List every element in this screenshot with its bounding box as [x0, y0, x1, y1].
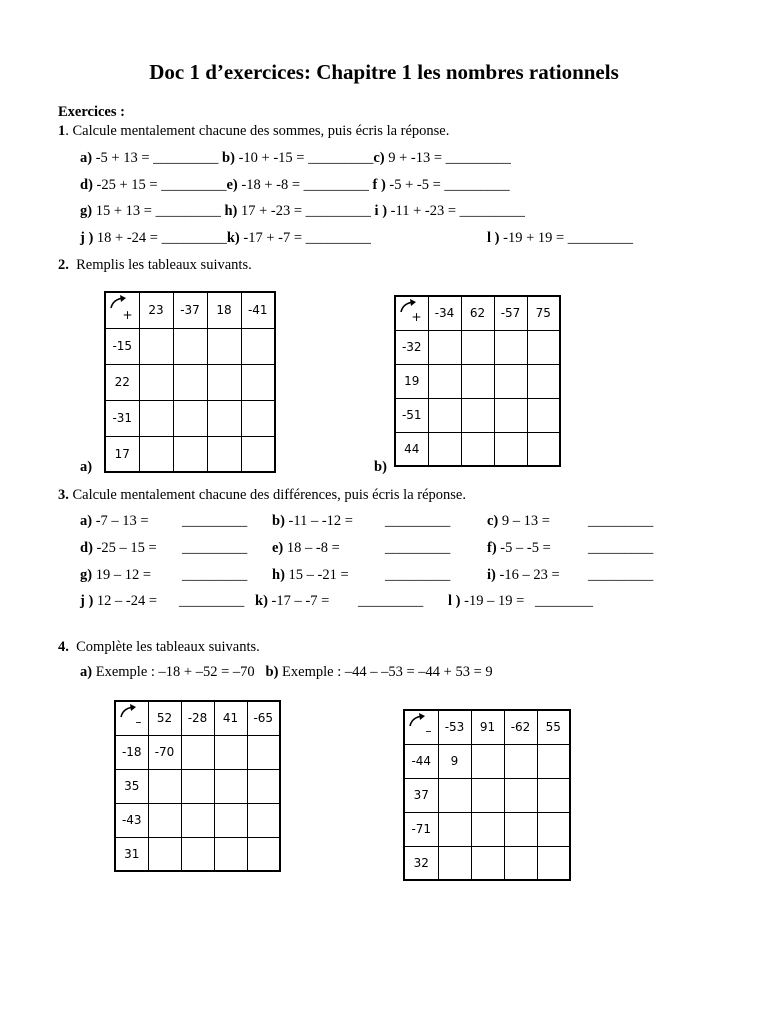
q1-e-label: e)	[226, 177, 238, 193]
q3-g-label: g)	[80, 567, 93, 583]
q4-table-b-answer-cell[interactable]	[438, 778, 471, 812]
q2-table-a-col-header: -41	[241, 292, 275, 328]
q4-table-b-answer-cell[interactable]	[471, 778, 504, 812]
q1-e-expr: -18 + -8 = _________	[237, 177, 373, 193]
q4-table-a-answer-cell[interactable]	[181, 735, 214, 769]
q1-row-4-l	[487, 230, 633, 247]
q4-table-b-answer-cell[interactable]	[504, 812, 537, 846]
q4-table-b-answer-cell[interactable]	[504, 744, 537, 778]
q2-table-a-answer-cell[interactable]	[241, 400, 275, 436]
q4-table-b-row-header: -44	[404, 744, 438, 778]
q4-table-a-corner-operator	[115, 701, 148, 735]
q4-table-a-answer-cell[interactable]	[148, 769, 181, 803]
q3-f-label: f)	[487, 540, 497, 556]
q4-table-a-col-header: 41	[214, 701, 247, 735]
q4-example-b-label: b)	[265, 664, 279, 680]
q1-text: . Calcule mentalement chacune des sommes, puis écris la réponse.	[65, 123, 450, 139]
q1-h-expr: 17 + -23 = _________	[237, 203, 375, 219]
q1-c-label: c)	[373, 150, 385, 166]
q4-table-b-col-header: -62	[504, 710, 537, 744]
q3-l-answer-blank[interactable]: ________	[535, 593, 593, 609]
q3-c-label: c)	[487, 513, 499, 529]
q2-table-a-answer-cell[interactable]	[173, 436, 207, 472]
q2-text: Remplis les tableaux suivants.	[76, 257, 252, 273]
q2-table-a-answer-cell[interactable]	[173, 364, 207, 400]
q2-table-b-operator-symbol: +	[411, 309, 422, 324]
q3-h-expr	[272, 567, 349, 584]
q4-table-b-operator-symbol: –	[425, 723, 432, 738]
q4-examples	[80, 664, 493, 681]
q2-table-a-answer-cell[interactable]	[241, 328, 275, 364]
q4-table-b-col-header: -53	[438, 710, 471, 744]
q2-table-a-row-header: 17	[105, 436, 139, 472]
q3-j-answer-blank[interactable]: _________	[179, 593, 245, 609]
q1-h-label: h)	[224, 203, 238, 219]
q1-j-label: j )	[80, 230, 94, 246]
q4-instruction	[58, 639, 260, 656]
q2-table-a-answer-cell[interactable]	[241, 436, 275, 472]
q4-table-b-answer-cell[interactable]	[504, 846, 537, 880]
q3-d-answer-blank[interactable]: _________	[182, 540, 248, 556]
exercices-heading: Exercices :	[58, 104, 125, 120]
q4-table-a-row-header: 31	[115, 837, 148, 871]
q1-number: 1	[58, 123, 66, 139]
q3-h-answer-blank[interactable]: _________	[385, 567, 451, 583]
q1-f-expr: -5 + -5 = _________	[385, 177, 510, 193]
q1-a-label: a)	[80, 150, 93, 166]
q2-table-a-col-header: 18	[207, 292, 241, 328]
q3-instruction	[58, 487, 466, 504]
q2-table-a-answer-cell[interactable]	[207, 364, 241, 400]
q1-k-label: k)	[226, 230, 240, 246]
q4-table-a-answer-cell[interactable]	[247, 735, 280, 769]
q3-d-text: -25 – 15 =	[92, 540, 157, 556]
q2-table-a-operator-symbol: +	[122, 307, 133, 322]
q4-table-a-col-header: -65	[247, 701, 280, 735]
q4-table-b-col-header: 55	[537, 710, 570, 744]
q3-b-label: b)	[272, 513, 285, 529]
q2-table-a-label: a)	[80, 459, 93, 475]
q1-b-label: b)	[222, 150, 235, 166]
q3-l-expr	[448, 593, 524, 610]
q2-table-b-row-header: -51	[395, 398, 428, 432]
q2-table-b-row-header: 19	[395, 364, 428, 398]
q3-i-text: -16 – 23 =	[495, 567, 560, 583]
q2-table-b-answer-cell[interactable]	[428, 398, 461, 432]
q1-instruction	[58, 123, 449, 140]
q2-table-b-answer-cell[interactable]	[527, 432, 560, 466]
q4-table-a-answer-cell[interactable]	[181, 837, 214, 871]
q3-a-answer-blank[interactable]: _________	[182, 513, 248, 529]
q1-row-1	[80, 150, 511, 167]
q3-i-label: i)	[487, 567, 496, 583]
q3-c-answer-blank[interactable]: _________	[588, 513, 654, 529]
q3-j-expr	[80, 593, 157, 610]
q2-table-b-answer-cell[interactable]	[527, 330, 560, 364]
q2-table-b-answer-cell[interactable]	[461, 364, 494, 398]
q4-table-a-answer-cell[interactable]	[148, 837, 181, 871]
q4-table-a	[114, 700, 281, 872]
q1-i-label: i )	[374, 203, 388, 219]
q4-text: Complète les tableaux suivants.	[76, 639, 260, 655]
q3-k-label: k)	[255, 593, 268, 609]
q4-table-b-answer-cell[interactable]	[438, 812, 471, 846]
q4-table-a-row-header: 35	[115, 769, 148, 803]
q4-table-a-answer-cell[interactable]	[148, 803, 181, 837]
q3-text: Calcule mentalement chacune des différences, puis écris la réponse.	[72, 487, 466, 503]
q2-table-a-answer-cell[interactable]	[139, 400, 173, 436]
q4-table-b-col-header: 91	[471, 710, 504, 744]
q2-table-b-answer-cell[interactable]	[527, 398, 560, 432]
q2-table-a-col-header: -37	[173, 292, 207, 328]
q2-table-a	[104, 291, 276, 473]
q4-example-a-label: a)	[80, 664, 93, 680]
page-title: Doc 1 d’exercices: Chapitre 1 les nombres rationnels	[149, 60, 619, 84]
q2-table-a-row-header: -31	[105, 400, 139, 436]
q4-table-a-row-header: -18	[115, 735, 148, 769]
q2-table-b-answer-cell[interactable]	[461, 432, 494, 466]
q3-b-text: -11 – -12 =	[284, 513, 353, 529]
q1-l-label: l )	[487, 230, 500, 246]
q1-g-label: g)	[80, 203, 93, 219]
q4-table-b-answer-cell[interactable]	[471, 846, 504, 880]
q3-e-answer-blank[interactable]: _________	[385, 540, 451, 556]
q3-j-label: j )	[80, 593, 94, 609]
q2-table-b-answer-cell[interactable]	[461, 330, 494, 364]
q3-h-text: 15 – -21 =	[284, 567, 349, 583]
q2-table-b-answer-cell[interactable]	[428, 432, 461, 466]
q2-table-b-col-header: 62	[461, 296, 494, 330]
q2-table-b-row-header: -32	[395, 330, 428, 364]
q3-g-text: 19 – 12 =	[92, 567, 152, 583]
q4-table-b-row-header: 32	[404, 846, 438, 880]
q3-c-expr	[487, 513, 550, 530]
q3-g-answer-blank[interactable]: _________	[182, 567, 248, 583]
q1-row-2	[80, 177, 510, 194]
q3-e-label: e)	[272, 540, 284, 556]
q2-table-b-corner-operator	[395, 296, 428, 330]
q4-table-a-answer-cell[interactable]	[247, 803, 280, 837]
q4-table-a-answer-cell[interactable]	[181, 803, 214, 837]
q4-table-b-answer-cell[interactable]	[471, 744, 504, 778]
q4-table-a-answer-cell[interactable]	[214, 769, 247, 803]
q4-number: 4.	[58, 639, 69, 655]
q2-table-b-answer-cell[interactable]	[494, 364, 527, 398]
q3-k-text: -17 – -7 =	[267, 593, 330, 609]
q3-h-label: h)	[272, 567, 285, 583]
q1-i-expr: -11 + -23 = _________	[387, 203, 525, 219]
q4-example-a: Exemple : –18 + –52 = –70	[92, 664, 255, 680]
q2-table-b-col-header: -57	[494, 296, 527, 330]
q4-table-b-answer-cell[interactable]	[471, 812, 504, 846]
q1-c-expr: 9 + -13 = _________	[384, 150, 511, 166]
q2-table-a-answer-cell[interactable]	[241, 364, 275, 400]
q4-table-a-answer-cell[interactable]	[214, 837, 247, 871]
q2-table-a-answer-cell[interactable]	[139, 328, 173, 364]
q4-table-b-answer-cell[interactable]	[537, 846, 570, 880]
q4-table-b-answer-cell[interactable]	[537, 744, 570, 778]
q1-d-expr: -25 + 15 = _________	[92, 177, 227, 193]
q1-d-label: d)	[80, 177, 93, 193]
q2-table-a-answer-cell[interactable]	[207, 436, 241, 472]
q4-table-a-answer-cell[interactable]	[214, 735, 247, 769]
q2-table-a-answer-cell[interactable]	[207, 400, 241, 436]
q2-table-a-row-header: -15	[105, 328, 139, 364]
q1-j-expr: 18 + -24 = _________	[93, 230, 227, 246]
q2-table-b-answer-cell[interactable]	[461, 398, 494, 432]
q2-table-a-answer-cell[interactable]	[139, 436, 173, 472]
q4-table-b-answer-cell[interactable]	[537, 778, 570, 812]
q2-table-b	[394, 295, 561, 467]
q4-table-a-answer-cell[interactable]	[214, 803, 247, 837]
q2-table-a-answer-cell[interactable]	[207, 328, 241, 364]
q1-b-expr: -10 + -15 = _________	[234, 150, 374, 166]
q2-table-b-label: b)	[374, 459, 387, 475]
q1-k-expr: -17 + -7 = _________	[239, 230, 371, 246]
q4-table-a-col-header: 52	[148, 701, 181, 735]
q4-table-a-answer-cell[interactable]	[247, 769, 280, 803]
q2-table-a-row-header: 22	[105, 364, 139, 400]
q4-table-a-answer-cell[interactable]: -70	[148, 735, 181, 769]
q2-table-a-answer-cell[interactable]	[139, 364, 173, 400]
q2-table-b-answer-cell[interactable]	[527, 364, 560, 398]
q2-table-a-col-header: 23	[139, 292, 173, 328]
q3-a-label: a)	[80, 513, 93, 529]
q3-a-text: -7 – 13 =	[92, 513, 149, 529]
q3-j-text: 12 – -24 =	[93, 593, 158, 609]
q2-number: 2.	[58, 257, 69, 273]
q3-i-expr	[487, 567, 560, 584]
q4-example-b: Exemple : –44 – –53 = –44 + 53 = 9	[278, 664, 493, 680]
q3-k-expr	[255, 593, 329, 610]
q1-row-4	[80, 230, 371, 247]
q2-table-b-answer-cell[interactable]	[494, 398, 527, 432]
q3-c-text: 9 – 13 =	[498, 513, 550, 529]
q3-f-expr	[487, 540, 551, 557]
q4-table-b-answer-cell[interactable]	[537, 812, 570, 846]
q3-l-label: l )	[448, 593, 461, 609]
q1-l-expr: -19 + 19 = _________	[499, 230, 634, 246]
q3-a-expr	[80, 513, 149, 530]
q3-e-text: 18 – -8 =	[283, 540, 340, 556]
q2-table-b-answer-cell[interactable]	[428, 364, 461, 398]
q3-f-text: -5 – -5 =	[496, 540, 551, 556]
q3-i-answer-blank[interactable]: _________	[588, 567, 654, 583]
q2-instruction	[58, 257, 252, 274]
q2-table-a-corner-operator	[105, 292, 139, 328]
q1-f-label: f )	[372, 177, 386, 193]
q2-table-b-answer-cell[interactable]	[494, 330, 527, 364]
q3-b-answer-blank[interactable]: _________	[385, 513, 451, 529]
q4-table-b	[403, 709, 571, 881]
q1-a-expr: -5 + 13 = _________	[92, 150, 223, 166]
q3-b-expr	[272, 513, 353, 530]
q2-table-b-col-header: 75	[527, 296, 560, 330]
q2-table-a-answer-cell[interactable]	[173, 328, 207, 364]
q3-g-expr	[80, 567, 151, 584]
q1-row-3	[80, 203, 525, 220]
q2-table-b-answer-cell[interactable]	[428, 330, 461, 364]
q3-l-text: -19 – 19 =	[460, 593, 525, 609]
q2-table-b-row-header: 44	[395, 432, 428, 466]
q4-table-b-corner-operator	[404, 710, 438, 744]
q4-table-a-operator-symbol: –	[135, 714, 142, 729]
q4-table-a-col-header: -28	[181, 701, 214, 735]
q4-table-b-row-header: -71	[404, 812, 438, 846]
q4-table-a-answer-cell[interactable]	[247, 837, 280, 871]
q2-table-b-answer-cell[interactable]	[494, 432, 527, 466]
q4-table-b-row-header: 37	[404, 778, 438, 812]
q3-d-label: d)	[80, 540, 93, 556]
q3-f-answer-blank[interactable]: _________	[588, 540, 654, 556]
q4-table-b-answer-cell[interactable]: 9	[438, 744, 471, 778]
q3-e-expr	[272, 540, 340, 557]
q4-table-a-answer-cell[interactable]	[181, 769, 214, 803]
q1-g-expr: 15 + 13 = _________	[92, 203, 225, 219]
q4-table-b-answer-cell[interactable]	[438, 846, 471, 880]
q3-k-answer-blank[interactable]: _________	[358, 593, 424, 609]
q3-d-expr	[80, 540, 157, 557]
q3-number: 3.	[58, 487, 69, 503]
q4-table-a-row-header: -43	[115, 803, 148, 837]
q4-table-b-answer-cell[interactable]	[504, 778, 537, 812]
q2-table-b-col-header: -34	[428, 296, 461, 330]
q2-table-a-answer-cell[interactable]	[173, 400, 207, 436]
